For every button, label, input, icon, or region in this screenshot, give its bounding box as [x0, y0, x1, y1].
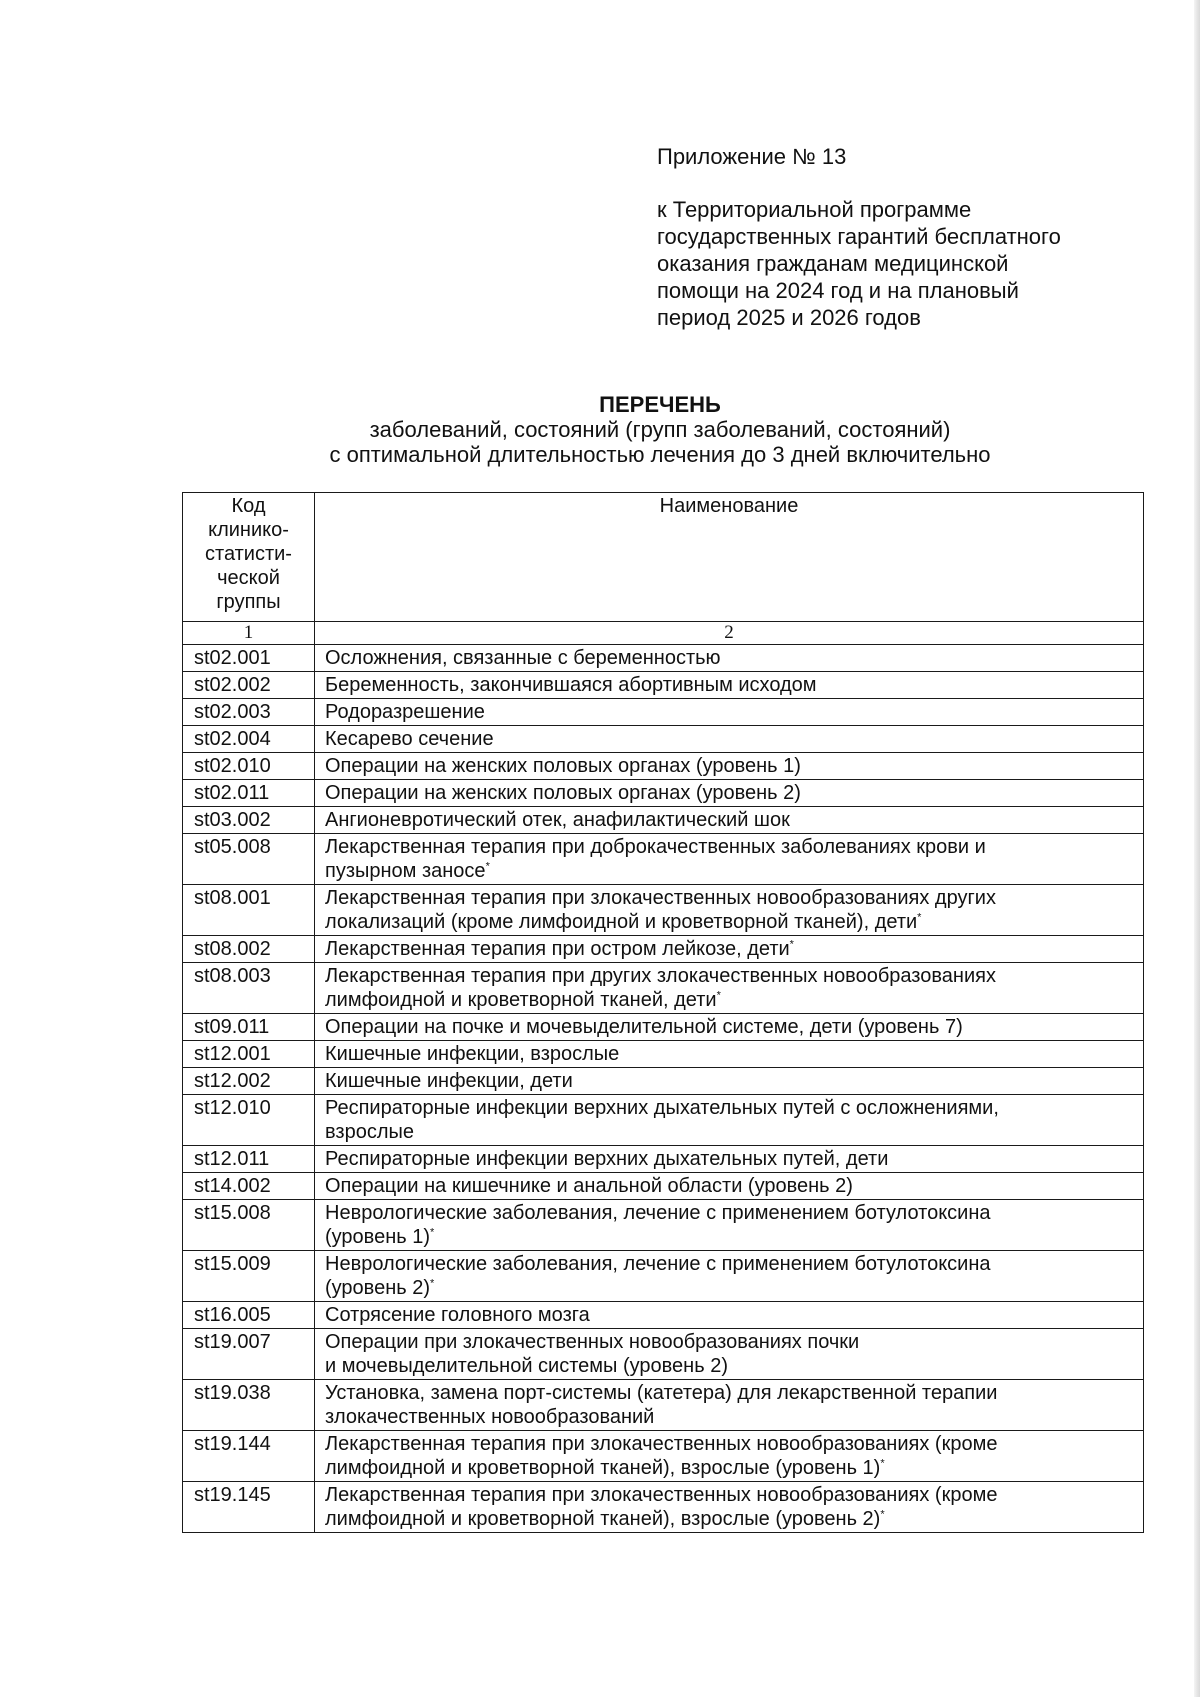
row-name-cell — [315, 1014, 1144, 1041]
row-name-cell — [315, 1251, 1144, 1302]
table-row — [183, 1329, 1144, 1380]
row-name-cell — [315, 1146, 1144, 1173]
header-code-cell — [183, 493, 315, 622]
table-row — [183, 1200, 1144, 1251]
table-row — [183, 1173, 1144, 1200]
row-code-cell: st12.011 — [183, 1146, 315, 1173]
row-name-text: злокачественных новообразований — [325, 1406, 655, 1428]
conditions-table — [182, 492, 1144, 1533]
table-row — [183, 1095, 1144, 1146]
row-name-text: лимфоидной и кроветворной тканей), взрослые (уровень 2) — [325, 1508, 881, 1530]
row-name-cell — [315, 645, 1144, 672]
row-name-text: взрослые — [325, 1121, 414, 1143]
annex-number: Приложение № 13 — [657, 144, 847, 169]
row-code-cell: st12.001 — [183, 1041, 315, 1068]
row-name-line — [325, 937, 1133, 961]
row-code-cell: st08.003 — [183, 963, 315, 1014]
table-row — [183, 726, 1144, 753]
header-code-line: статисти- — [205, 543, 292, 565]
row-name-text: лимфоидной и кроветворной тканей), взрослые (уровень 1) — [325, 1457, 881, 1479]
row-name-line — [325, 1432, 1133, 1456]
annex-line: помощи на 2024 год и на плановый — [657, 278, 1019, 303]
row-name-line — [325, 1456, 1133, 1480]
column-number: 2 — [315, 622, 1144, 645]
annex-block — [657, 143, 1137, 331]
row-name-line — [325, 886, 1133, 910]
row-name-line — [325, 1096, 1133, 1120]
row-name-line — [325, 835, 1133, 859]
table-row — [183, 699, 1144, 726]
row-name-line — [325, 646, 1133, 670]
row-name-text: Операции на женских половых органах (уровень 1) — [325, 755, 801, 777]
row-code-cell: st19.145 — [183, 1482, 315, 1533]
row-name-cell — [315, 1482, 1144, 1533]
row-code-cell: st12.010 — [183, 1095, 315, 1146]
row-name-line — [325, 1252, 1133, 1276]
row-name-text: (уровень 1) — [325, 1226, 431, 1248]
table-row — [183, 885, 1144, 936]
table-row — [183, 1302, 1144, 1329]
row-name-line — [325, 1015, 1133, 1039]
footnote-mark: * — [880, 1457, 885, 1470]
row-code-cell: st02.011 — [183, 780, 315, 807]
annex-line: государственных гарантий бесплатного — [657, 224, 1061, 249]
row-code-cell: st16.005 — [183, 1302, 315, 1329]
row-code-cell: st02.010 — [183, 753, 315, 780]
row-name-line — [325, 1330, 1133, 1354]
row-name-text: Лекарственная терапия при злокачественных новообразованиях других — [325, 887, 996, 909]
row-name-cell — [315, 699, 1144, 726]
row-name-text: Родоразрешение — [325, 701, 485, 723]
row-name-cell — [315, 1380, 1144, 1431]
document-title: ПЕРЕЧЕНЬ — [599, 392, 721, 417]
row-name-cell — [315, 834, 1144, 885]
header-code-line: группы — [216, 591, 281, 613]
row-code-cell: st19.038 — [183, 1380, 315, 1431]
footnote-mark: * — [430, 1277, 435, 1290]
row-name-line — [325, 808, 1133, 832]
table-row — [183, 1014, 1144, 1041]
row-name-line — [325, 988, 1133, 1012]
row-code-cell: st15.009 — [183, 1251, 315, 1302]
row-code-cell: st05.008 — [183, 834, 315, 885]
row-name-text: Осложнения, связанные с беременностью — [325, 647, 721, 669]
footnote-mark: * — [789, 938, 794, 951]
row-name-line — [325, 859, 1133, 883]
row-name-line — [325, 1276, 1133, 1300]
row-name-line — [325, 781, 1133, 805]
row-name-line — [325, 673, 1133, 697]
row-name-text: Кишечные инфекции, дети — [325, 1070, 573, 1092]
row-code-cell: st02.003 — [183, 699, 315, 726]
row-name-cell — [315, 807, 1144, 834]
row-name-cell — [315, 885, 1144, 936]
row-name-line — [325, 700, 1133, 724]
row-name-text: Операции на кишечнике и анальной области (уровень 2) — [325, 1175, 853, 1197]
column-number: 1 — [183, 622, 315, 645]
table-header-row — [183, 493, 1144, 622]
row-code-cell: st02.001 — [183, 645, 315, 672]
annex-line: оказания гражданам медицинской — [657, 251, 1009, 276]
table-row — [183, 1380, 1144, 1431]
row-name-text: Операции при злокачественных новообразованиях почки — [325, 1331, 860, 1353]
row-name-cell — [315, 726, 1144, 753]
row-name-cell — [315, 1200, 1144, 1251]
table-row — [183, 780, 1144, 807]
table-row — [183, 963, 1144, 1014]
row-name-cell — [315, 1329, 1144, 1380]
row-code-cell: st03.002 — [183, 807, 315, 834]
row-name-text: Кишечные инфекции, взрослые — [325, 1043, 620, 1065]
row-name-text: Неврологические заболевания, лечение с применением ботулотоксина — [325, 1202, 991, 1224]
row-name-cell — [315, 963, 1144, 1014]
row-name-text: Лекарственная терапия при злокачественных новообразованиях (кроме — [325, 1484, 998, 1506]
row-name-line — [325, 1354, 1133, 1378]
annex-line: к Территориальной программе — [657, 197, 972, 222]
row-code-cell: st02.004 — [183, 726, 315, 753]
row-name-cell — [315, 780, 1144, 807]
row-name-text: Сотрясение головного мозга — [325, 1304, 590, 1326]
table-row — [183, 1146, 1144, 1173]
table-row — [183, 807, 1144, 834]
row-name-line — [325, 1120, 1133, 1144]
row-code-cell: st08.001 — [183, 885, 315, 936]
row-code-cell: st08.002 — [183, 936, 315, 963]
row-name-cell — [315, 1431, 1144, 1482]
footnote-mark: * — [430, 1226, 435, 1239]
table-row — [183, 753, 1144, 780]
row-name-cell — [315, 1068, 1144, 1095]
row-code-cell: st15.008 — [183, 1200, 315, 1251]
header-code-line: Код — [231, 495, 266, 517]
row-name-text: Беременность, закончившаяся абортивным исходом — [325, 674, 817, 696]
row-name-line — [325, 1405, 1133, 1429]
footnote-mark: * — [485, 860, 490, 873]
row-name-text: Лекарственная терапия при злокачественных новообразованиях (кроме — [325, 1433, 998, 1455]
row-name-text: лимфоидной и кроветворной тканей, дети — [325, 989, 717, 1011]
table-row — [183, 672, 1144, 699]
row-name-line — [325, 727, 1133, 751]
table-row — [183, 1068, 1144, 1095]
row-name-line — [325, 1303, 1133, 1327]
row-code-cell: st09.011 — [183, 1014, 315, 1041]
row-name-text: Респираторные инфекции верхних дыхательных путей с осложнениями, — [325, 1097, 999, 1119]
document-subtitle-line: с оптимальной длительностью лечения до 3 дней включительно — [329, 442, 991, 467]
row-name-line — [325, 1507, 1133, 1531]
row-name-cell — [315, 672, 1144, 699]
row-name-text: пузырном заносе — [325, 860, 486, 882]
row-name-line — [325, 964, 1133, 988]
header-code-line: ческой — [217, 567, 280, 589]
row-name-line — [325, 1225, 1133, 1249]
row-name-cell — [315, 1041, 1144, 1068]
row-name-text: локализаций (кроме лимфоидной и кроветворной тканей), дети — [325, 911, 918, 933]
row-name-cell — [315, 1302, 1144, 1329]
row-name-line — [325, 1483, 1133, 1507]
row-name-cell — [315, 1173, 1144, 1200]
table-row — [183, 1041, 1144, 1068]
row-name-text: Неврологические заболевания, лечение с применением ботулотоксина — [325, 1253, 991, 1275]
table-row — [183, 645, 1144, 672]
row-name-text: Лекарственная терапия при других злокачественных новообразованиях — [325, 965, 996, 987]
row-name-line — [325, 1174, 1133, 1198]
row-code-cell: st02.002 — [183, 672, 315, 699]
row-code-cell: st14.002 — [183, 1173, 315, 1200]
row-name-text: Лекарственная терапия при остром лейкозе, дети — [325, 938, 790, 960]
row-name-text: Кесарево сечение — [325, 728, 494, 750]
row-name-line — [325, 1201, 1133, 1225]
table-row — [183, 1482, 1144, 1533]
table-row — [183, 834, 1144, 885]
row-name-line — [325, 1042, 1133, 1066]
table-row — [183, 936, 1144, 963]
row-name-text: (уровень 2) — [325, 1277, 431, 1299]
row-name-text: Операции на женских половых органах (уровень 2) — [325, 782, 801, 804]
table-row — [183, 1251, 1144, 1302]
row-name-line — [325, 1147, 1133, 1171]
row-name-text: Респираторные инфекции верхних дыхательных путей, дети — [325, 1148, 889, 1170]
footnote-mark: * — [880, 1508, 885, 1521]
row-name-line — [325, 1381, 1133, 1405]
footnote-mark: * — [716, 989, 721, 1002]
row-name-text: и мочевыделительной системы (уровень 2) — [325, 1355, 728, 1377]
row-code-cell: st19.144 — [183, 1431, 315, 1482]
row-name-cell — [315, 753, 1144, 780]
row-code-cell: st19.007 — [183, 1329, 315, 1380]
document-subtitle-line: заболеваний, состояний (групп заболеваний, состояний) — [369, 417, 951, 442]
row-name-text: Установка, замена порт-системы (катетера) для лекарственной терапии — [325, 1382, 998, 1404]
row-name-text: Ангионевротический отек, анафилактический шок — [325, 809, 790, 831]
row-name-cell — [315, 1095, 1144, 1146]
row-name-line — [325, 910, 1133, 934]
document-heading — [160, 392, 1160, 467]
header-code-line: клинико- — [208, 519, 289, 541]
row-name-text: Лекарственная терапия при доброкачественных заболеваниях крови и — [325, 836, 986, 858]
table-column-numbers-row — [183, 622, 1144, 645]
row-name-text: Операции на почке и мочевыделительной системе, дети (уровень 7) — [325, 1016, 963, 1038]
table-row — [183, 1431, 1144, 1482]
row-code-cell: st12.002 — [183, 1068, 315, 1095]
row-name-line — [325, 754, 1133, 778]
row-name-line — [325, 1069, 1133, 1093]
footnote-mark: * — [917, 911, 922, 924]
header-name-cell: Наименование — [315, 493, 1144, 622]
row-name-cell — [315, 936, 1144, 963]
annex-line: период 2025 и 2026 годов — [657, 305, 921, 330]
page-edge-shadow — [1194, 0, 1200, 1697]
